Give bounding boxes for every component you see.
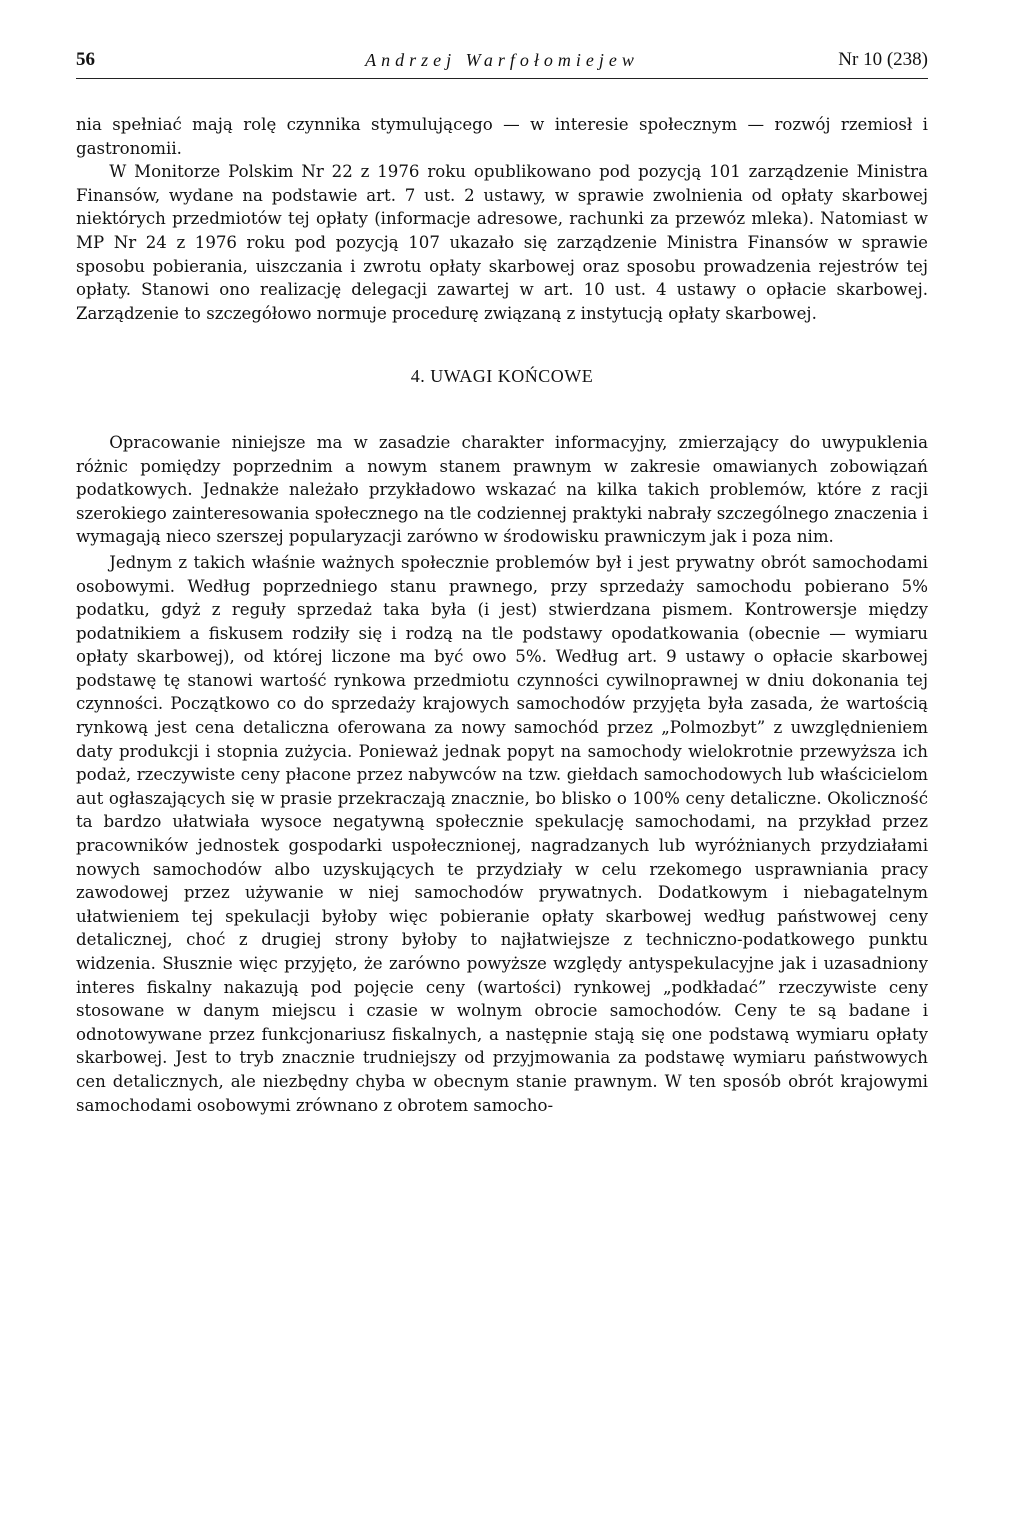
paragraph-continuation: nia spełniać mają rolę czynnika stymulującego — w interesie społecznym — rozwój rzemiosł i gastronomii. xyxy=(76,115,928,158)
running-header xyxy=(76,46,928,79)
paragraph-car-trade: Jednym z takich właśnie ważnych społecznie problemów był i jest prywatny obrót samochodami osobowymi. Według poprzedniego stanu prawnego, przy sprzedaży samochodu pobierano 5% podatku, gdyż z reguły sprzedaż taka była (i jest) stwierdzana pismem. Kontrowersje między podatnikiem a fiskusem rodziły się i rodzą na tle podstawy opodatkowania (obecnie — wymiaru opłaty skarbowej), od której liczone ma być owo 5%. Według art. 9 ustawy o opłacie skarbowej podstawę tę stanowi wartość rynkowa przedmiotu czynności cywilnoprawnej w dniu dokonania tej czynności. Początkowo co do sprzedaży krajowych samochodów przyjęta była zasada, że wartością rynkową jest cena detaliczna oferowana za nowy samochód przez „Polmozbyt” z uwzględnieniem daty produkcji i stopnia zużycia. Ponieważ jednak popyt na samochody wielokrotnie przewyższa ich podaż, rzeczywiste ceny płacone przez nabywców na tzw. giełdach samochodowych lub właścicielom aut ogłaszających się w prasie przekraczają znacznie, bo blisko o 100% ceny detaliczne. Okoliczność ta bardzo ułatwiała wysoce negatywną społecznie spekulację samochodami, na przykład przez pracowników jednostek gospodarki uspołecznionej, nagradzanych lub wyróżnianych przydziałami nowych samochodów albo uzyskujących te przydziały w celu rzekomego usprawniania pracy zawodowej przez używanie w niej samochodów prywatnych. Dodatkowym i niebagatelnym ułatwieniem tej spekulacji byłoby więc pobieranie opłaty skarbowej według państwowej ceny detalicznej, choć z drugiej strony byłoby to najłatwiejsze z techniczno-podatkowego punktu widzenia. Słusznie więc przyjęto, że zarówno powyższe względy antyspekulacyjne jak i uzasadniony interes fiskalny nakazują pod pojęcie ceny (wartości) rynkowej „podkładać” rzeczywiste ceny stosowane w danym miejscu i czasie w wolnym obrocie samochodów. Ceny te są badane i odnotowywane przez funkcjonariusz fiskalnych, a następnie stają się one podstawą wymiaru opłaty skarbowej. Jest to tryb znacznie trudniejszy od przyjmowania za podstawę wymiaru państwowych cen detalicznych, ale niezbędny chyba w obecnym stanie prawnym. W ten sposób obrót krajowymi samochodami osobowymi zrównano z obrotem samocho- xyxy=(76,552,928,1115)
paragraph-monitor-polski: W Monitorze Polskim Nr 22 z 1976 roku opublikowano pod pozycją 101 zarządzenie Ministra Finansów, wydane na podstawie art. 7 ust. 2 ustawy, w sprawie zwolnienia od opłaty skarbowej niektórych przedmiotów tej opłaty (informacje adresowe, rachunki za przewóz mleka). Natomiast w MP Nr 24 z 1976 roku pod pozycją 107 ukazało się zarządzenie Ministra Finansów w sprawie sposobu pobierania, uiszczania i zwrotu opłaty skarbowej oraz sposobu prowadzenia rejestrów tej opłaty. Stanowi ono realizację delegacji zawartej w art. 10 ust. 4 ustawy o opłacie skarbowej. Zarządzenie to szczegółowo normuje procedurę związaną z instytucją opłaty skarbowej. xyxy=(76,162,928,323)
page-number: 56 xyxy=(76,49,95,70)
paragraph-intro: Opracowanie niniejsze ma w zasadzie charakter informacyjny, zmierzający do uwypuklenia różnic pomiędzy poprzednim a nowym stanem prawnym w zakresie omawianych zobowiązań podatkowych. Jednakże należało przykładowo wskazać na kilka takich problemów, które z racji szerokiego zainteresowania społecznego na tle codziennej praktyki nabrały szczególnego znaczenia i wymagają nieco szerszej popularyzacji zarówno w środowisku prawniczym jak i poza nim. xyxy=(76,432,928,547)
running-author: Andrzej Warfołomiejew xyxy=(365,50,639,70)
issue-number: Nr 10 (238) xyxy=(838,49,928,70)
section-heading: 4. UWAGI KOŃCOWE xyxy=(410,366,594,387)
body-text xyxy=(76,113,928,1117)
